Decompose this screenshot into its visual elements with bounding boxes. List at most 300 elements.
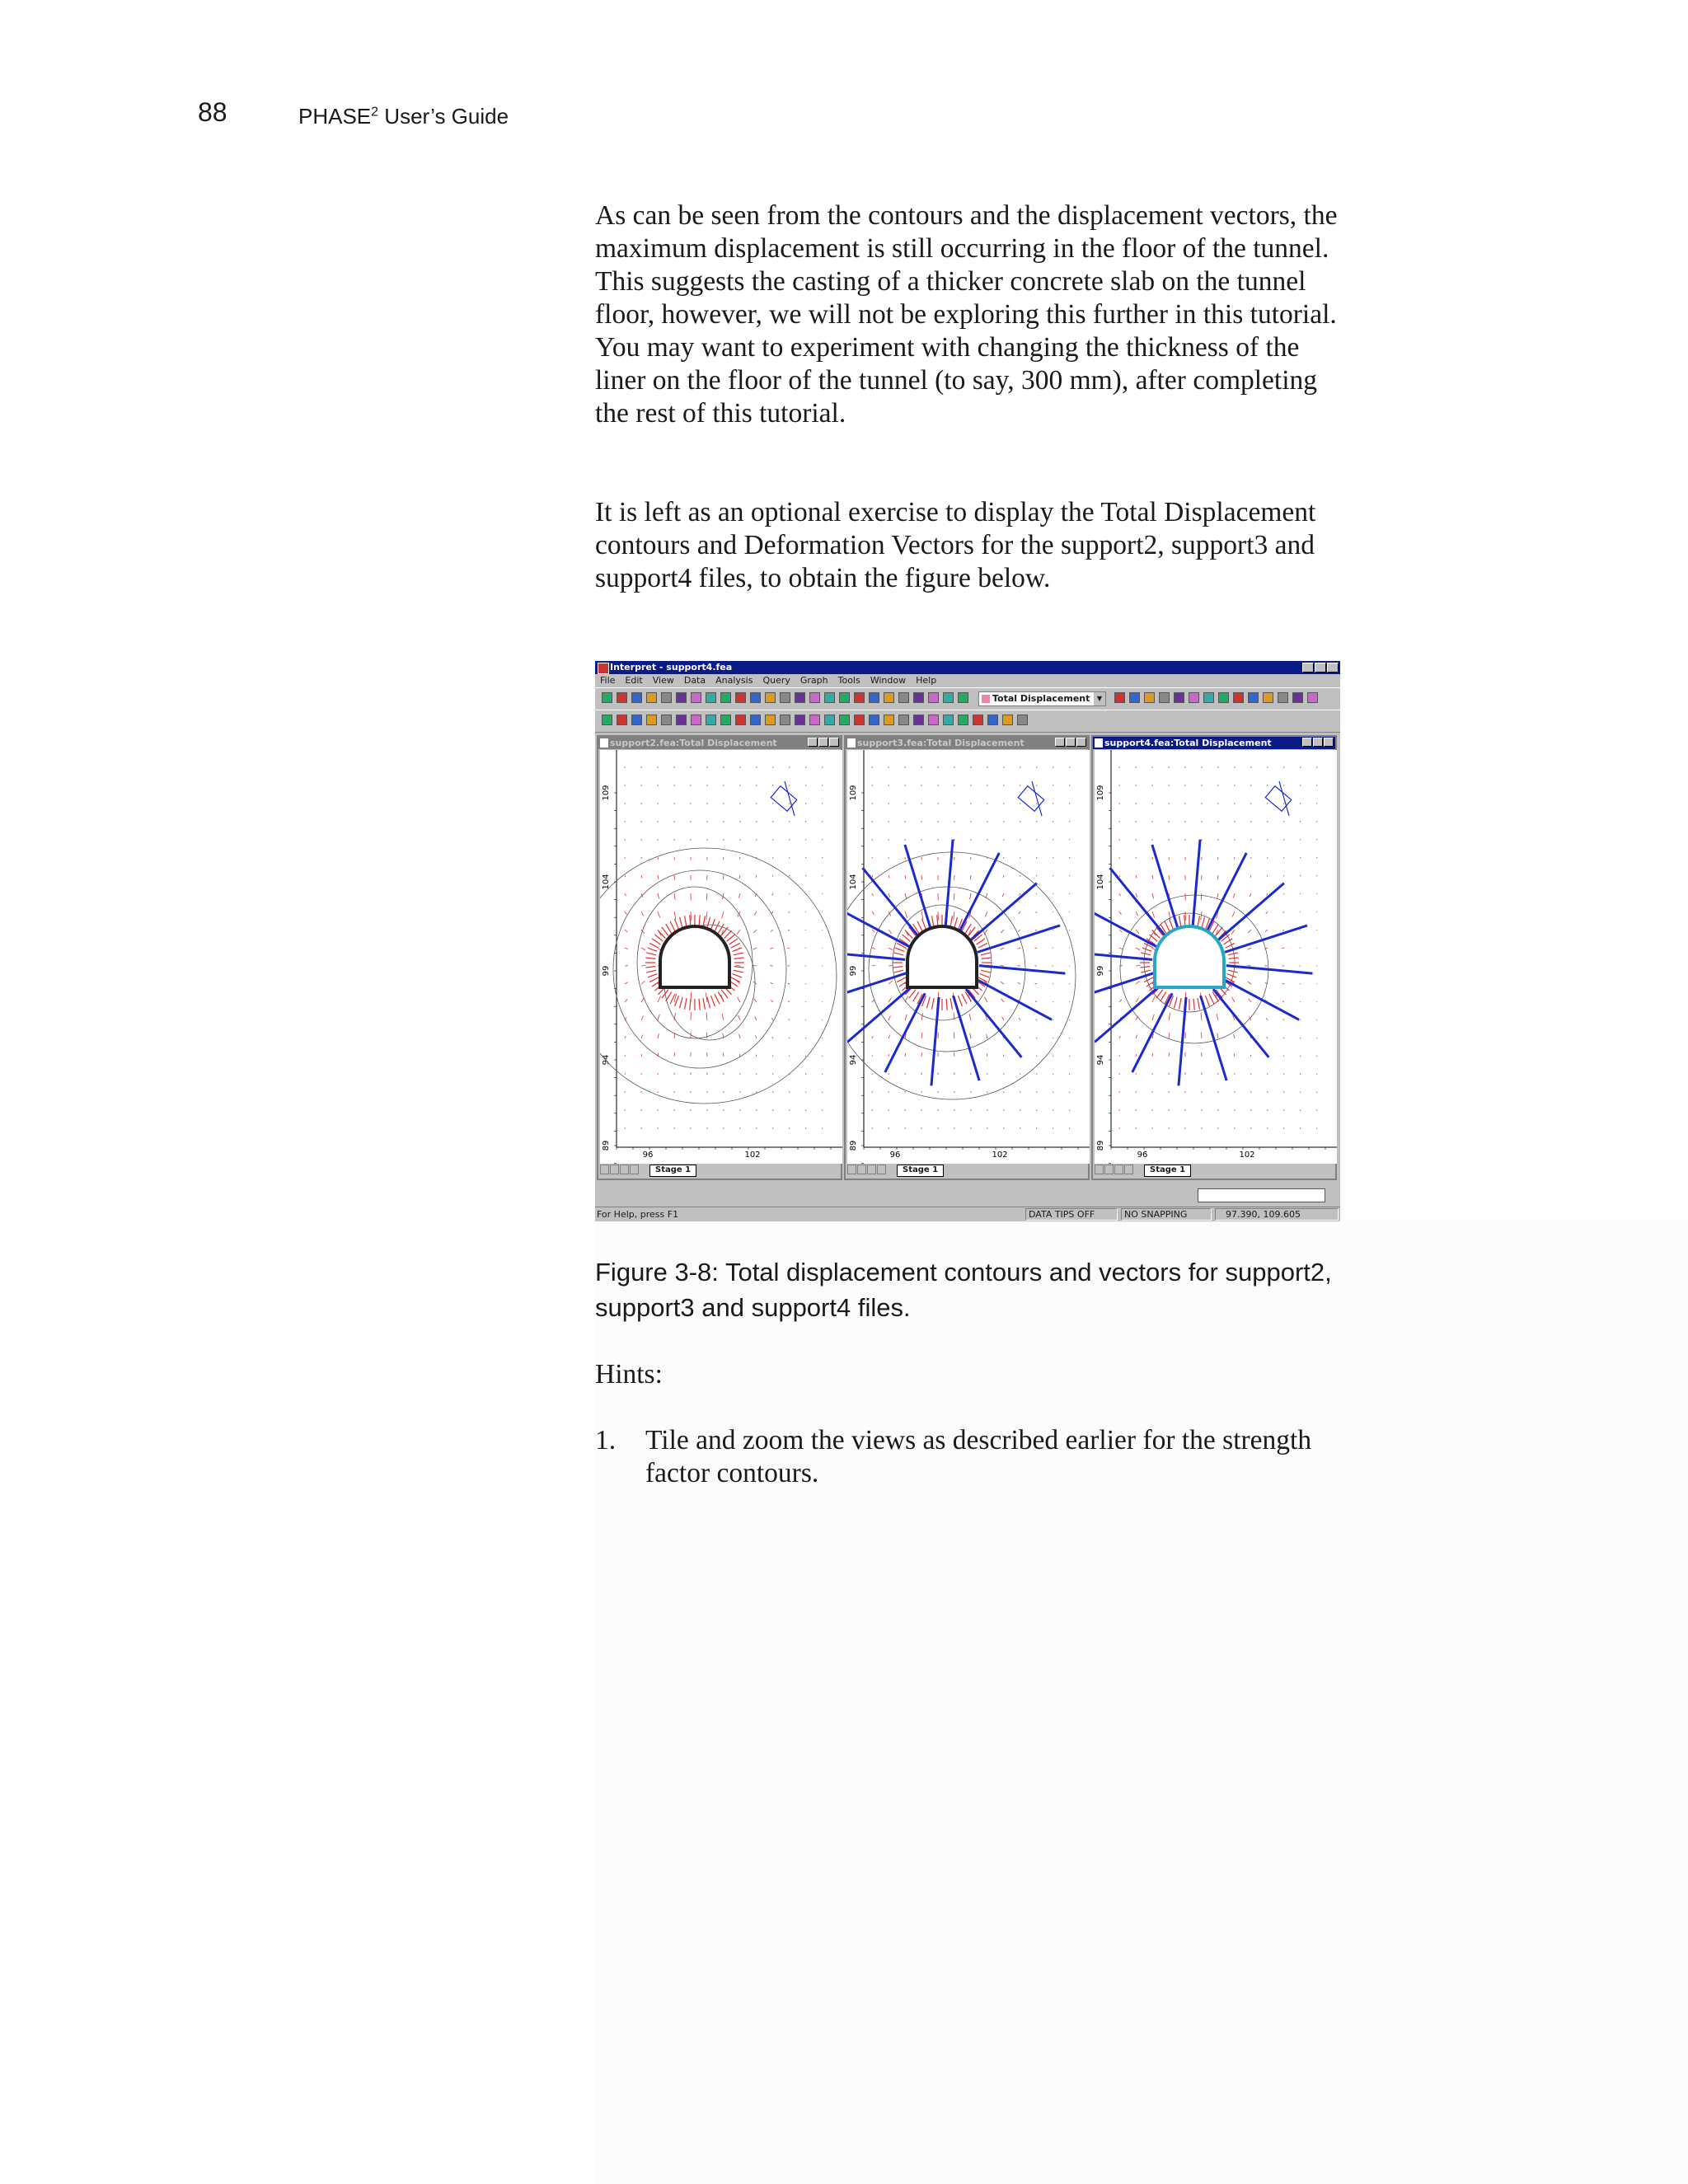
- displacement-vector: [932, 998, 934, 1010]
- displacement-vector: [986, 1034, 987, 1038]
- stage-tab[interactable]: Stage 1: [1144, 1165, 1191, 1177]
- toolbar-button-icon[interactable]: [676, 715, 687, 725]
- displacement-vector: [1069, 1074, 1070, 1075]
- displacement-vector: [1283, 1091, 1284, 1093]
- displacement-vector: [1152, 996, 1156, 1002]
- menu-tools[interactable]: Tools: [837, 675, 860, 686]
- toolbar-button-icon[interactable]: [928, 692, 939, 703]
- displacement-vector: [1316, 893, 1317, 894]
- window-controls: [1301, 663, 1339, 673]
- displacement-vector: [1000, 965, 1004, 966]
- toolbar-button-icon[interactable]: [617, 715, 627, 725]
- displacement-vector: [1152, 912, 1155, 917]
- displacement-vector: [1069, 893, 1070, 894]
- displacement-vector: [822, 1109, 823, 1111]
- menu-analysis[interactable]: Analysis: [715, 675, 753, 686]
- paragraph-2: It is left as an optional exercise to display the Total Displacement contours and Deformation Vectors for the support2, support3 and support4 files, to obtain the figure below.: [595, 497, 1316, 593]
- displacement-vector: [641, 912, 644, 916]
- toolbar-button-icon[interactable]: [720, 692, 731, 703]
- displacement-vector: [706, 912, 707, 920]
- displacement-vector: [1169, 1052, 1170, 1057]
- toolbar-button-icon[interactable]: [617, 692, 627, 703]
- displacement-vector: [1300, 821, 1301, 823]
- displacement-vector: [917, 921, 922, 931]
- maximize-button[interactable]: [818, 738, 828, 747]
- status-data-tips[interactable]: DATA TIPS OFF: [1029, 1209, 1095, 1220]
- displacement-vector: [822, 785, 823, 786]
- displacement-vector: [1193, 999, 1194, 1010]
- displacement-vector: [646, 953, 656, 955]
- displacement-vector: [872, 1073, 873, 1075]
- minimize-button[interactable]: [808, 738, 818, 747]
- toolbar-button-icon[interactable]: [765, 715, 776, 725]
- displacement-vector: [641, 1016, 643, 1020]
- prev-stage-button[interactable]: [610, 1165, 619, 1174]
- displacement-vector: [675, 919, 679, 930]
- displacement-vector: [1300, 857, 1301, 858]
- displacement-vector: [754, 999, 757, 1002]
- close-button[interactable]: [1076, 738, 1086, 747]
- displacement-vector: [1069, 766, 1070, 768]
- displacement-vector: [905, 996, 908, 1002]
- plot-area[interactable]: [847, 750, 1090, 1164]
- displacement-vector: [1282, 1001, 1284, 1002]
- toolbar-button-icon[interactable]: [1174, 692, 1184, 703]
- toolbar-button-icon[interactable]: [1189, 692, 1199, 703]
- minimize-button[interactable]: [1302, 663, 1314, 673]
- stage-tab[interactable]: Stage 1: [897, 1165, 944, 1177]
- displacement-vector: [772, 1091, 773, 1093]
- displacement-vector: [1036, 875, 1037, 876]
- last-stage-button[interactable]: [1124, 1165, 1133, 1174]
- displacement-vector: [913, 992, 919, 1001]
- displacement-vector: [921, 912, 923, 920]
- displacement-vector: [666, 992, 672, 1001]
- displacement-vector: [889, 948, 893, 950]
- displacement-vector: [789, 1056, 790, 1057]
- displacement-vector: [652, 939, 660, 944]
- displacement-vector: [756, 1035, 757, 1038]
- toolbar-button-icon[interactable]: [706, 715, 716, 725]
- displacement-vector: [872, 1036, 873, 1038]
- displacement-vector: [1316, 857, 1317, 858]
- toolbar-button-icon[interactable]: [839, 715, 850, 725]
- toolbar-button-icon[interactable]: [1248, 692, 1259, 703]
- y-tick-label: 104: [849, 874, 858, 890]
- displacement-vector: [895, 948, 904, 951]
- displacement-vector: [789, 1091, 790, 1093]
- toolbar-button-icon[interactable]: [735, 715, 746, 725]
- next-stage-button[interactable]: [620, 1165, 629, 1174]
- displacement-vector: [754, 912, 757, 915]
- displacement-vector: [690, 915, 691, 926]
- toolbar-button-icon[interactable]: [631, 692, 642, 703]
- displacement-vector: [1184, 915, 1185, 926]
- menu-graph[interactable]: Graph: [799, 675, 828, 686]
- displacement-vector: [1069, 857, 1070, 858]
- displacement-vector: [1119, 912, 1121, 915]
- toolbar-button-icon[interactable]: [869, 692, 879, 703]
- toolbar-button-icon[interactable]: [824, 692, 835, 703]
- displacement-vector: [1136, 893, 1137, 898]
- displacement-vector: [734, 967, 744, 968]
- displacement-vector: [986, 893, 987, 898]
- displacement-vector: [1003, 857, 1004, 859]
- toolbar-button-icon[interactable]: [602, 692, 612, 703]
- status-input[interactable]: [1198, 1188, 1325, 1202]
- toolbar-button-icon[interactable]: [987, 715, 998, 725]
- displacement-vector: [1206, 996, 1210, 1006]
- displacement-vector: [679, 917, 682, 928]
- displacement-vector: [625, 1000, 627, 1002]
- toolbar-button-icon[interactable]: [750, 715, 761, 725]
- displacement-vector: [980, 974, 989, 977]
- displacement-vector: [872, 857, 873, 859]
- displacement-vector: [1136, 1035, 1137, 1038]
- toolbar-button-icon[interactable]: [854, 692, 865, 703]
- toolbar-button-icon[interactable]: [661, 692, 672, 703]
- displacement-vector: [707, 917, 710, 928]
- displacement-vector: [789, 875, 790, 876]
- toolbar-button-icon[interactable]: [646, 715, 657, 725]
- close-button[interactable]: [1324, 738, 1334, 747]
- app-titlebar: [595, 661, 1340, 674]
- menu-window[interactable]: Window: [870, 675, 907, 686]
- displacement-vector: [1119, 948, 1123, 949]
- displacement-vector: [727, 935, 735, 941]
- toolbar-button-icon[interactable]: [913, 692, 924, 703]
- displacement-vector: [893, 970, 903, 972]
- displacement-vector: [685, 998, 687, 1010]
- toolbar-button-icon[interactable]: [1278, 692, 1288, 703]
- displacement-vector: [805, 1074, 806, 1075]
- displacement-vector: [889, 998, 892, 1002]
- toolbar-button-icon[interactable]: [1159, 692, 1170, 703]
- displacement-vector: [1136, 1016, 1137, 1020]
- toolbar-button-icon[interactable]: [928, 715, 939, 725]
- plot-area[interactable]: [600, 750, 842, 1164]
- displacement-vector: [1233, 1034, 1235, 1038]
- displacement-vector: [1300, 1056, 1301, 1057]
- y-tick-label: 99: [602, 965, 611, 977]
- close-button[interactable]: [829, 738, 839, 747]
- displacement-vector: [805, 1091, 806, 1093]
- displacement-vector: [1227, 974, 1236, 977]
- displacement-vector: [789, 857, 790, 858]
- maximize-button[interactable]: [1313, 738, 1323, 747]
- toolbar-button-icon[interactable]: [1144, 692, 1155, 703]
- displacement-vector: [1019, 912, 1020, 914]
- view-title: support2.fea:Total Displacement: [610, 738, 777, 748]
- y-tick-label: 89: [1096, 1140, 1105, 1151]
- displacement-vector: [1267, 1037, 1268, 1038]
- prev-stage-button[interactable]: [1104, 1165, 1114, 1174]
- toolbar-button-icon[interactable]: [661, 715, 672, 725]
- displacement-vector: [1316, 1001, 1317, 1002]
- toolbar-button-icon[interactable]: [1307, 692, 1318, 703]
- displacement-vector: [1036, 1073, 1037, 1075]
- hint-text: Tile and zoom the views as described earlier for the strength factor contours.: [645, 1425, 1312, 1488]
- menu-help[interactable]: Help: [916, 675, 937, 686]
- displacement-vector: [1136, 930, 1139, 934]
- y-tick-label: 94: [1096, 1054, 1105, 1066]
- displacement-vector: [666, 924, 672, 933]
- menu-edit[interactable]: Edit: [625, 675, 643, 686]
- displacement-vector: [1069, 839, 1070, 840]
- displacement-vector: [723, 875, 724, 879]
- displacement-vector: [771, 948, 773, 949]
- displacement-vector: [646, 970, 656, 972]
- displacement-vector: [738, 1015, 740, 1020]
- displacement-vector: [1119, 893, 1121, 896]
- displacement-vector: [1283, 857, 1284, 858]
- displacement-vector: [1250, 893, 1251, 897]
- displacement-vector: [789, 912, 790, 913]
- last-stage-button[interactable]: [877, 1165, 886, 1174]
- toolbar-button-icon[interactable]: [958, 715, 968, 725]
- displacement-vector: [690, 999, 691, 1010]
- toolbar-button-icon[interactable]: [676, 692, 687, 703]
- toolbar-button-icon[interactable]: [1017, 715, 1028, 725]
- toolbar-button-icon[interactable]: [958, 692, 968, 703]
- toolbar-2: [595, 710, 1340, 733]
- displacement-vector: [703, 998, 705, 1010]
- contour-icon: [982, 695, 990, 703]
- toolbar-button-icon[interactable]: [735, 692, 746, 703]
- displacement-vector: [1316, 1019, 1317, 1020]
- hint-number: 1.: [595, 1425, 617, 1455]
- displacement-vector: [1300, 785, 1301, 786]
- next-stage-button[interactable]: [1114, 1165, 1123, 1174]
- displacement-vector: [1316, 1074, 1317, 1075]
- displacement-vector: [641, 998, 645, 1002]
- displacement-vector: [1019, 1018, 1020, 1020]
- toolbar-button-icon[interactable]: [691, 715, 701, 725]
- rock-bolt: [1152, 845, 1179, 930]
- app-title: Interpret - support4.fea: [610, 662, 733, 673]
- view-controls: [807, 738, 839, 748]
- prev-stage-button[interactable]: [857, 1165, 866, 1174]
- toolbar-button-icon[interactable]: [973, 715, 983, 725]
- displacement-vector: [1136, 875, 1137, 878]
- displacement-vector: [1250, 1055, 1251, 1057]
- displacement-vector: [1231, 930, 1235, 935]
- displacement-vector: [1316, 785, 1317, 786]
- close-button[interactable]: [1327, 663, 1339, 673]
- displacement-vector: [921, 875, 922, 880]
- displacement-vector: [1119, 857, 1120, 859]
- displacement-vector: [715, 921, 720, 931]
- minimize-button[interactable]: [1055, 738, 1065, 747]
- displacement-vector: [771, 1000, 773, 1002]
- toolbar-button-icon[interactable]: [943, 692, 954, 703]
- view-pane-support4[interactable]: [1091, 735, 1337, 1180]
- toolbar-button-icon[interactable]: [780, 715, 790, 725]
- displacement-vector: [756, 875, 757, 878]
- toolbar-button-icon[interactable]: [884, 715, 894, 725]
- displacement-vector: [926, 997, 930, 1008]
- menu-view[interactable]: View: [652, 675, 674, 686]
- displacement-vector: [645, 967, 655, 968]
- view-pane-support2[interactable]: [597, 735, 842, 1180]
- view-pane-support3[interactable]: [844, 735, 1090, 1180]
- displacement-vector: [1283, 893, 1284, 894]
- displacement-vector: [711, 996, 715, 1006]
- displacement-vector: [1265, 930, 1268, 931]
- toolbar-button-icon[interactable]: [1129, 692, 1140, 703]
- displacement-vector: [1300, 893, 1301, 894]
- displacement-vector: [654, 935, 663, 941]
- toolbar-button-icon[interactable]: [1218, 692, 1229, 703]
- displacement-vector: [822, 803, 823, 804]
- toolbar-button-icon[interactable]: [839, 692, 850, 703]
- toolbar-button-icon[interactable]: [898, 692, 909, 703]
- displacement-vector: [772, 857, 773, 859]
- displacement-vector: [805, 1127, 806, 1129]
- toolbar-button-icon[interactable]: [780, 692, 790, 703]
- status-snapping[interactable]: NO SNAPPING: [1124, 1209, 1188, 1220]
- paragraph-1: As can be seen from the contours and the displacement vectors, the maximum displacement is still occurring in the floor of the tunnel. This suggests the casting of a thicker concrete slab on the tunnel floor, however, we will not be exploring this further in this tutorial. You may want to experiment with changing the thickness of the liner on the floor of the tunnel (to say, 300 mm), after completing the rest of this tutorial.: [595, 200, 1338, 429]
- displacement-vector: [970, 893, 971, 899]
- displacement-vector: [1300, 1019, 1301, 1020]
- displacement-vector: [724, 930, 732, 938]
- data-type-value: Total Displacement: [992, 693, 1090, 704]
- menu-data[interactable]: Data: [683, 675, 706, 686]
- toolbar-button-icon[interactable]: [602, 715, 612, 725]
- displacement-vector: [889, 1035, 890, 1038]
- toolbar-button-icon[interactable]: [765, 692, 776, 703]
- displacement-vector: [1283, 875, 1284, 876]
- menu-query[interactable]: Query: [762, 675, 790, 686]
- displacement-vector: [1069, 821, 1070, 822]
- toolbar-button-icon[interactable]: [750, 692, 761, 703]
- plot-area[interactable]: [1095, 750, 1337, 1164]
- toolbar-button-icon[interactable]: [854, 715, 865, 725]
- last-stage-button[interactable]: [630, 1165, 639, 1174]
- displacement-vector: [822, 1019, 823, 1020]
- displacement-vector: [1036, 1109, 1037, 1111]
- toolbar-button-icon[interactable]: [1263, 692, 1273, 703]
- data-type-select[interactable]: [978, 691, 1106, 706]
- displacement-vector: [959, 996, 963, 1006]
- toolbar-button-icon[interactable]: [824, 715, 835, 725]
- displacement-vector: [805, 857, 806, 858]
- first-stage-button[interactable]: [600, 1165, 609, 1174]
- toolbar-button-icon[interactable]: [898, 715, 909, 725]
- toolbar-button-icon[interactable]: [646, 692, 657, 703]
- toolbar-button-icon[interactable]: [1203, 692, 1214, 703]
- next-stage-button[interactable]: [867, 1165, 876, 1174]
- displacement-vector: [1228, 953, 1238, 955]
- upper-status-bar: [595, 1183, 1340, 1205]
- toolbar-button-icon[interactable]: [913, 715, 924, 725]
- toolbar-button-icon[interactable]: [1233, 692, 1244, 703]
- toolbar-button-icon[interactable]: [795, 692, 805, 703]
- first-stage-button[interactable]: [847, 1165, 856, 1174]
- toolbar-button-icon[interactable]: [809, 715, 820, 725]
- displacement-vector: [1036, 839, 1037, 841]
- displacement-vector: [1001, 948, 1004, 949]
- displacement-vector: [1282, 948, 1284, 949]
- document-icon: [600, 738, 608, 748]
- toolbar-button-icon[interactable]: [631, 715, 642, 725]
- toolbar-button-icon[interactable]: [809, 692, 820, 703]
- displacement-vector: [649, 977, 659, 982]
- displacement-vector: [1283, 912, 1284, 913]
- rock-bolt: [1095, 973, 1154, 1000]
- menu-bar: [595, 674, 1340, 687]
- displacement-vector: [1144, 977, 1153, 982]
- displacement-vector: [738, 1034, 740, 1038]
- toolbar-button-icon[interactable]: [706, 692, 716, 703]
- displacement-vector: [1036, 893, 1037, 894]
- maximize-button[interactable]: [1315, 663, 1326, 673]
- toolbar-button-icon[interactable]: [691, 692, 701, 703]
- displacement-vector: [648, 974, 657, 977]
- displacement-vector: [658, 1033, 659, 1038]
- displacement-vector: [1248, 948, 1251, 949]
- displacement-vector: [1170, 919, 1174, 930]
- displacement-vector: [755, 1017, 757, 1020]
- displacement-vector: [735, 965, 740, 966]
- displacement-vector: [625, 1036, 626, 1038]
- menu-file[interactable]: File: [600, 675, 616, 686]
- displacement-vector: [721, 990, 728, 998]
- displacement-vector: [679, 997, 682, 1008]
- displacement-vector: [822, 1074, 823, 1075]
- toolbar-button-icon[interactable]: [943, 715, 954, 725]
- displacement-vector: [954, 917, 958, 928]
- displacement-vector: [1283, 1019, 1284, 1020]
- displacement-vector: [1141, 970, 1151, 972]
- displacement-vector: [1136, 981, 1140, 984]
- displacement-vector: [1140, 967, 1150, 968]
- displacement-vector: [822, 1056, 823, 1057]
- toolbar-button-icon[interactable]: [795, 715, 805, 725]
- toolbar-button-icon[interactable]: [1114, 692, 1125, 703]
- displacement-vector: [788, 1001, 790, 1002]
- toolbar-button-icon[interactable]: [869, 715, 879, 725]
- principal-stress-icon: [1265, 786, 1291, 812]
- displacement-vector: [658, 912, 660, 917]
- displacement-vector: [905, 930, 912, 938]
- displacement-vector: [625, 1055, 626, 1057]
- displacement-vector: [1316, 1056, 1317, 1057]
- toolbar-button-icon[interactable]: [1292, 692, 1303, 703]
- displacement-vector: [771, 982, 773, 984]
- maximize-button[interactable]: [1066, 738, 1076, 747]
- stage-tab[interactable]: Stage 1: [649, 1165, 696, 1177]
- toolbar-button-icon[interactable]: [884, 692, 894, 703]
- displacement-vector: [822, 766, 823, 768]
- displacement-vector: [805, 875, 806, 876]
- displacement-vector: [1300, 1074, 1301, 1075]
- displacement-vector: [822, 875, 823, 876]
- first-stage-button[interactable]: [1095, 1165, 1104, 1174]
- displacement-vector: [649, 943, 659, 948]
- status-bar: [595, 1207, 1340, 1221]
- minimize-button[interactable]: [1302, 738, 1312, 747]
- displacement-vector: [658, 1015, 659, 1020]
- displacement-vector: [962, 994, 967, 1004]
- y-tick-label: 94: [602, 1054, 611, 1066]
- displacement-vector: [674, 1052, 675, 1057]
- displacement-vector: [872, 1055, 873, 1057]
- displacement-vector: [1249, 999, 1251, 1002]
- toolbar-button-icon[interactable]: [720, 715, 731, 725]
- displacement-vector: [1216, 927, 1222, 935]
- toolbar-button-icon[interactable]: [1002, 715, 1013, 725]
